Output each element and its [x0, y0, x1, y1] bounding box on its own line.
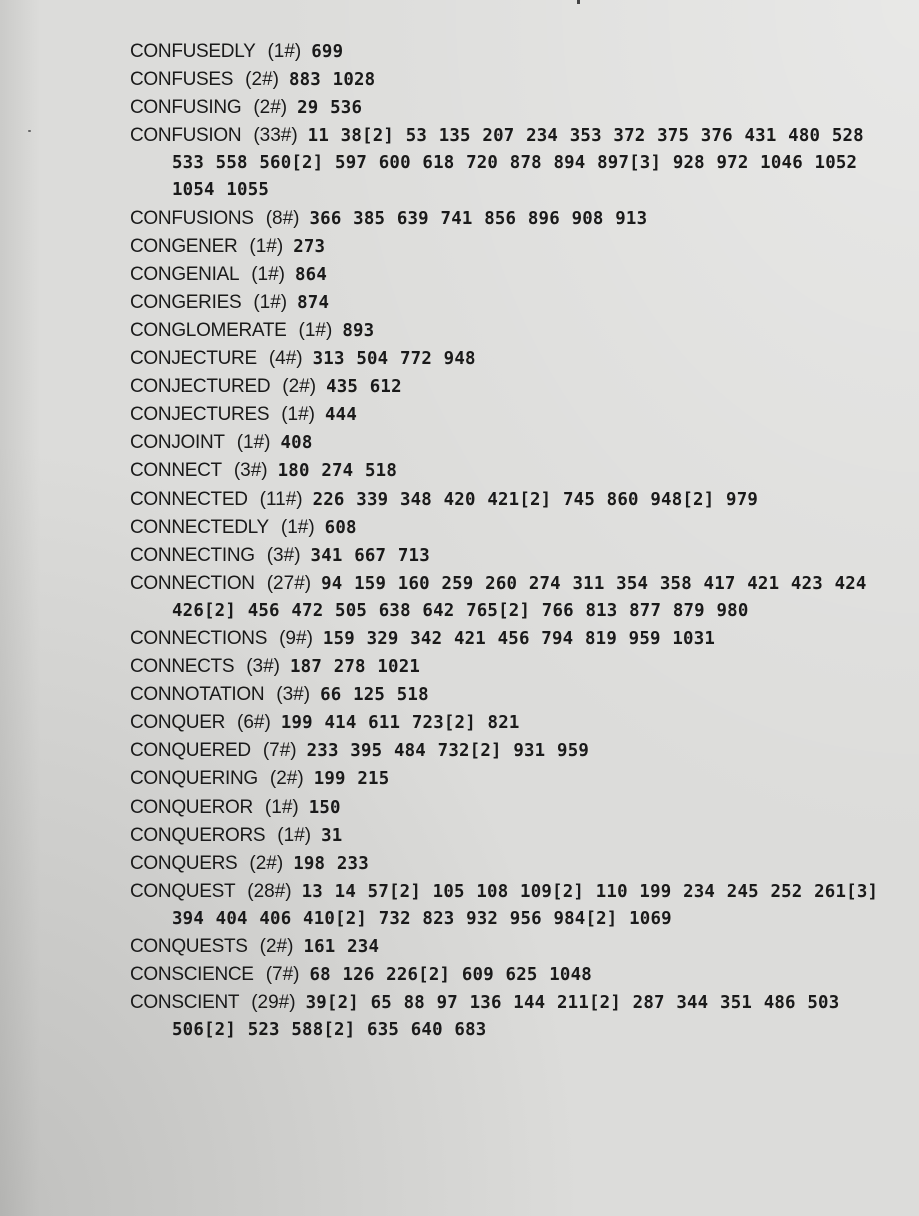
entry-count: (33#) [253, 125, 298, 147]
index-entry-conjoint [130, 429, 890, 457]
entry-count: (11#) [259, 488, 303, 510]
index-entry-conjecture [130, 345, 890, 373]
entry-page-refs: 198 233 [293, 853, 369, 874]
print-speck [577, 0, 580, 4]
entry-term: CONFUSEDLY [130, 41, 256, 62]
entry-count: (2#) [245, 69, 279, 91]
index-entry-connection [130, 570, 890, 625]
entry-page-refs: 233 395 484 732[2] 931 959 [306, 741, 590, 762]
entry-term: CONJOINT [130, 432, 225, 454]
entry-term: CONNECTING [130, 544, 255, 566]
entry-term: CONGERIES [130, 291, 242, 313]
entry-page-refs: 408 [280, 433, 313, 454]
entry-count: (7#) [265, 964, 300, 986]
entry-count: (1#) [298, 319, 333, 341]
index-entry-conquest [130, 878, 890, 933]
entry-page-refs: 435 612 [326, 377, 402, 398]
entry-term: CONNECTED [130, 488, 248, 510]
entry-count: (1#) [277, 824, 312, 846]
entry-term: CONFUSING [130, 97, 242, 119]
entry-count: (2#) [249, 852, 284, 874]
index-entry-conjectures [130, 401, 890, 429]
entry-term: CONGENIAL [130, 263, 240, 285]
entry-page-refs: 444 [325, 405, 358, 426]
entry-page-refs: 341 667 713 [310, 545, 430, 566]
entry-term: CONJECTURE [130, 348, 257, 370]
entry-count: (1#) [236, 432, 271, 454]
entry-page-refs: 864 [295, 264, 328, 285]
index-entry-connectedly [130, 514, 890, 542]
entry-count: (2#) [269, 768, 304, 790]
entry-page-refs: 187 278 1021 [290, 657, 421, 678]
entry-count: (6#) [237, 712, 271, 734]
index-entry-conquer [130, 709, 890, 737]
index-entry-conglomerate [130, 317, 890, 345]
entry-term: CONFUSIONS [130, 207, 254, 229]
entry-page-refs: 13 14 57[2] 105 108 109[2] 110 199 234 245 252 261[3] 394 404 406 410[2] 732 823 932 956 984[2] 1069 [172, 881, 879, 929]
entry-page-refs: 366 385 639 741 856 896 908 913 [309, 208, 648, 229]
entry-count: (8#) [265, 207, 300, 229]
index-entry-connect [130, 457, 890, 485]
entry-term: CONQUERED [130, 740, 251, 762]
entry-page-refs: 150 [308, 797, 341, 818]
index-entry-conscient [130, 989, 890, 1044]
entry-term: CONNECTION [130, 572, 255, 594]
entry-page-refs: 874 [297, 292, 330, 313]
entry-term: CONQUERING [130, 768, 258, 790]
entry-count: (1#) [251, 263, 286, 285]
entry-count: (28#) [247, 880, 292, 902]
index-entry-confusions [130, 205, 890, 233]
entry-term: CONQUERS [130, 852, 238, 874]
entry-page-refs: 39[2] 65 88 97 136 144 211[2] 287 344 351 486 503 506[2] 523 588[2] 635 640 683 [172, 993, 840, 1041]
concordance-index [130, 38, 890, 1044]
entry-count: (2#) [282, 376, 317, 398]
entry-term: CONNOTATION [130, 684, 265, 706]
index-entry-connects [130, 653, 890, 681]
entry-page-refs: 313 504 772 948 [312, 349, 476, 370]
entry-page-refs: 29 536 [297, 98, 363, 119]
entry-page-refs: 226 339 348 420 421[2] 745 860 948[2] 979 [312, 489, 759, 510]
index-entry-confusing [130, 94, 890, 122]
index-entry-connecting [130, 542, 890, 570]
entry-count: (3#) [246, 656, 281, 678]
entry-page-refs: 608 [324, 517, 357, 538]
entry-page-refs: 273 [293, 236, 326, 257]
entry-page-refs: 31 [321, 825, 343, 846]
entry-page-refs: 893 [342, 320, 375, 341]
entry-page-refs: 159 329 342 421 456 794 819 959 1031 [322, 628, 716, 649]
entry-count: (1#) [280, 516, 315, 538]
entry-page-refs: 66 125 518 [320, 685, 429, 706]
entry-term: CONFUSES [130, 69, 234, 91]
index-entry-conquerors [130, 822, 890, 850]
entry-page-refs: 11 38[2] 53 135 207 234 353 372 375 376 431 480 528 533 558 560[2] 597 600 618 720 878 894 897[3] 928 972 1046 1052 1054 1055 [172, 126, 864, 201]
index-entry-conjectured [130, 373, 890, 401]
entry-count: (9#) [279, 627, 313, 649]
entry-term: CONNECTEDLY [130, 516, 269, 538]
entry-term: CONQUEROR [130, 796, 253, 818]
index-entry-conqueror [130, 794, 890, 822]
index-entry-congenial [130, 261, 890, 289]
entry-term: CONSCIENT [130, 992, 240, 1014]
entry-count: (27#) [266, 572, 312, 594]
entry-term: CONJECTURED [130, 376, 271, 398]
entry-term: CONNECTIONS [130, 627, 268, 649]
entry-count: (29#) [251, 992, 296, 1014]
index-entry-connotation [130, 681, 890, 709]
entry-term: CONJECTURES [130, 404, 270, 426]
entry-term: CONQUESTS [130, 936, 248, 957]
entry-count: (1#) [267, 41, 302, 62]
entry-count: (2#) [259, 936, 294, 957]
entry-term: CONQUER [130, 712, 226, 734]
entry-term: CONNECTS [130, 656, 235, 678]
entry-count: (3#) [276, 684, 311, 706]
entry-count: (3#) [266, 544, 301, 566]
entry-term: CONQUERORS [130, 824, 266, 846]
index-entry-confusion [130, 122, 890, 204]
entry-count: (7#) [262, 740, 297, 762]
index-entry-conquering [130, 765, 890, 793]
entry-count: (4#) [268, 348, 303, 370]
index-entry-confuses [130, 66, 890, 94]
index-entry-connected [130, 486, 890, 514]
entry-term: CONSCIENCE [130, 964, 254, 986]
entry-page-refs: 180 274 518 [277, 461, 398, 482]
entry-term: CONGLOMERATE [130, 319, 287, 341]
entry-count: (1#) [253, 291, 288, 313]
entry-term: CONGENER [130, 235, 238, 257]
margin-mark [28, 130, 31, 132]
index-entry-conquests [130, 933, 890, 961]
entry-term: CONQUEST [130, 880, 236, 902]
entry-page-refs: 94 159 160 259 260 274 311 354 358 417 421 423 424 426[2] 456 472 505 638 642 765[2] 766 813 877 879 980 [172, 573, 867, 621]
entry-page-refs: 199 414 611 723[2] 821 [280, 713, 520, 734]
index-entry-connections [130, 625, 890, 653]
entry-term: CONFUSION [130, 125, 242, 147]
entry-term: CONNECT [130, 460, 222, 482]
entry-count: (1#) [264, 796, 299, 818]
entry-count: (1#) [281, 404, 316, 426]
entry-count: (1#) [249, 235, 284, 257]
index-entry-confusedly [130, 38, 890, 66]
index-entry-conquers [130, 850, 890, 878]
index-entry-conquered [130, 737, 890, 765]
entry-count: (3#) [233, 460, 268, 482]
index-entry-conscience [130, 961, 890, 989]
entry-page-refs: 199 215 [313, 769, 390, 790]
entry-page-refs: 699 [311, 42, 344, 62]
index-entry-congeries [130, 289, 890, 317]
entry-page-refs: 883 1028 [288, 70, 376, 91]
entry-page-refs: 161 234 [303, 937, 380, 957]
entry-page-refs: 68 126 226[2] 609 625 1048 [309, 965, 592, 986]
index-entry-congener [130, 233, 890, 261]
entry-count: (2#) [253, 97, 288, 119]
